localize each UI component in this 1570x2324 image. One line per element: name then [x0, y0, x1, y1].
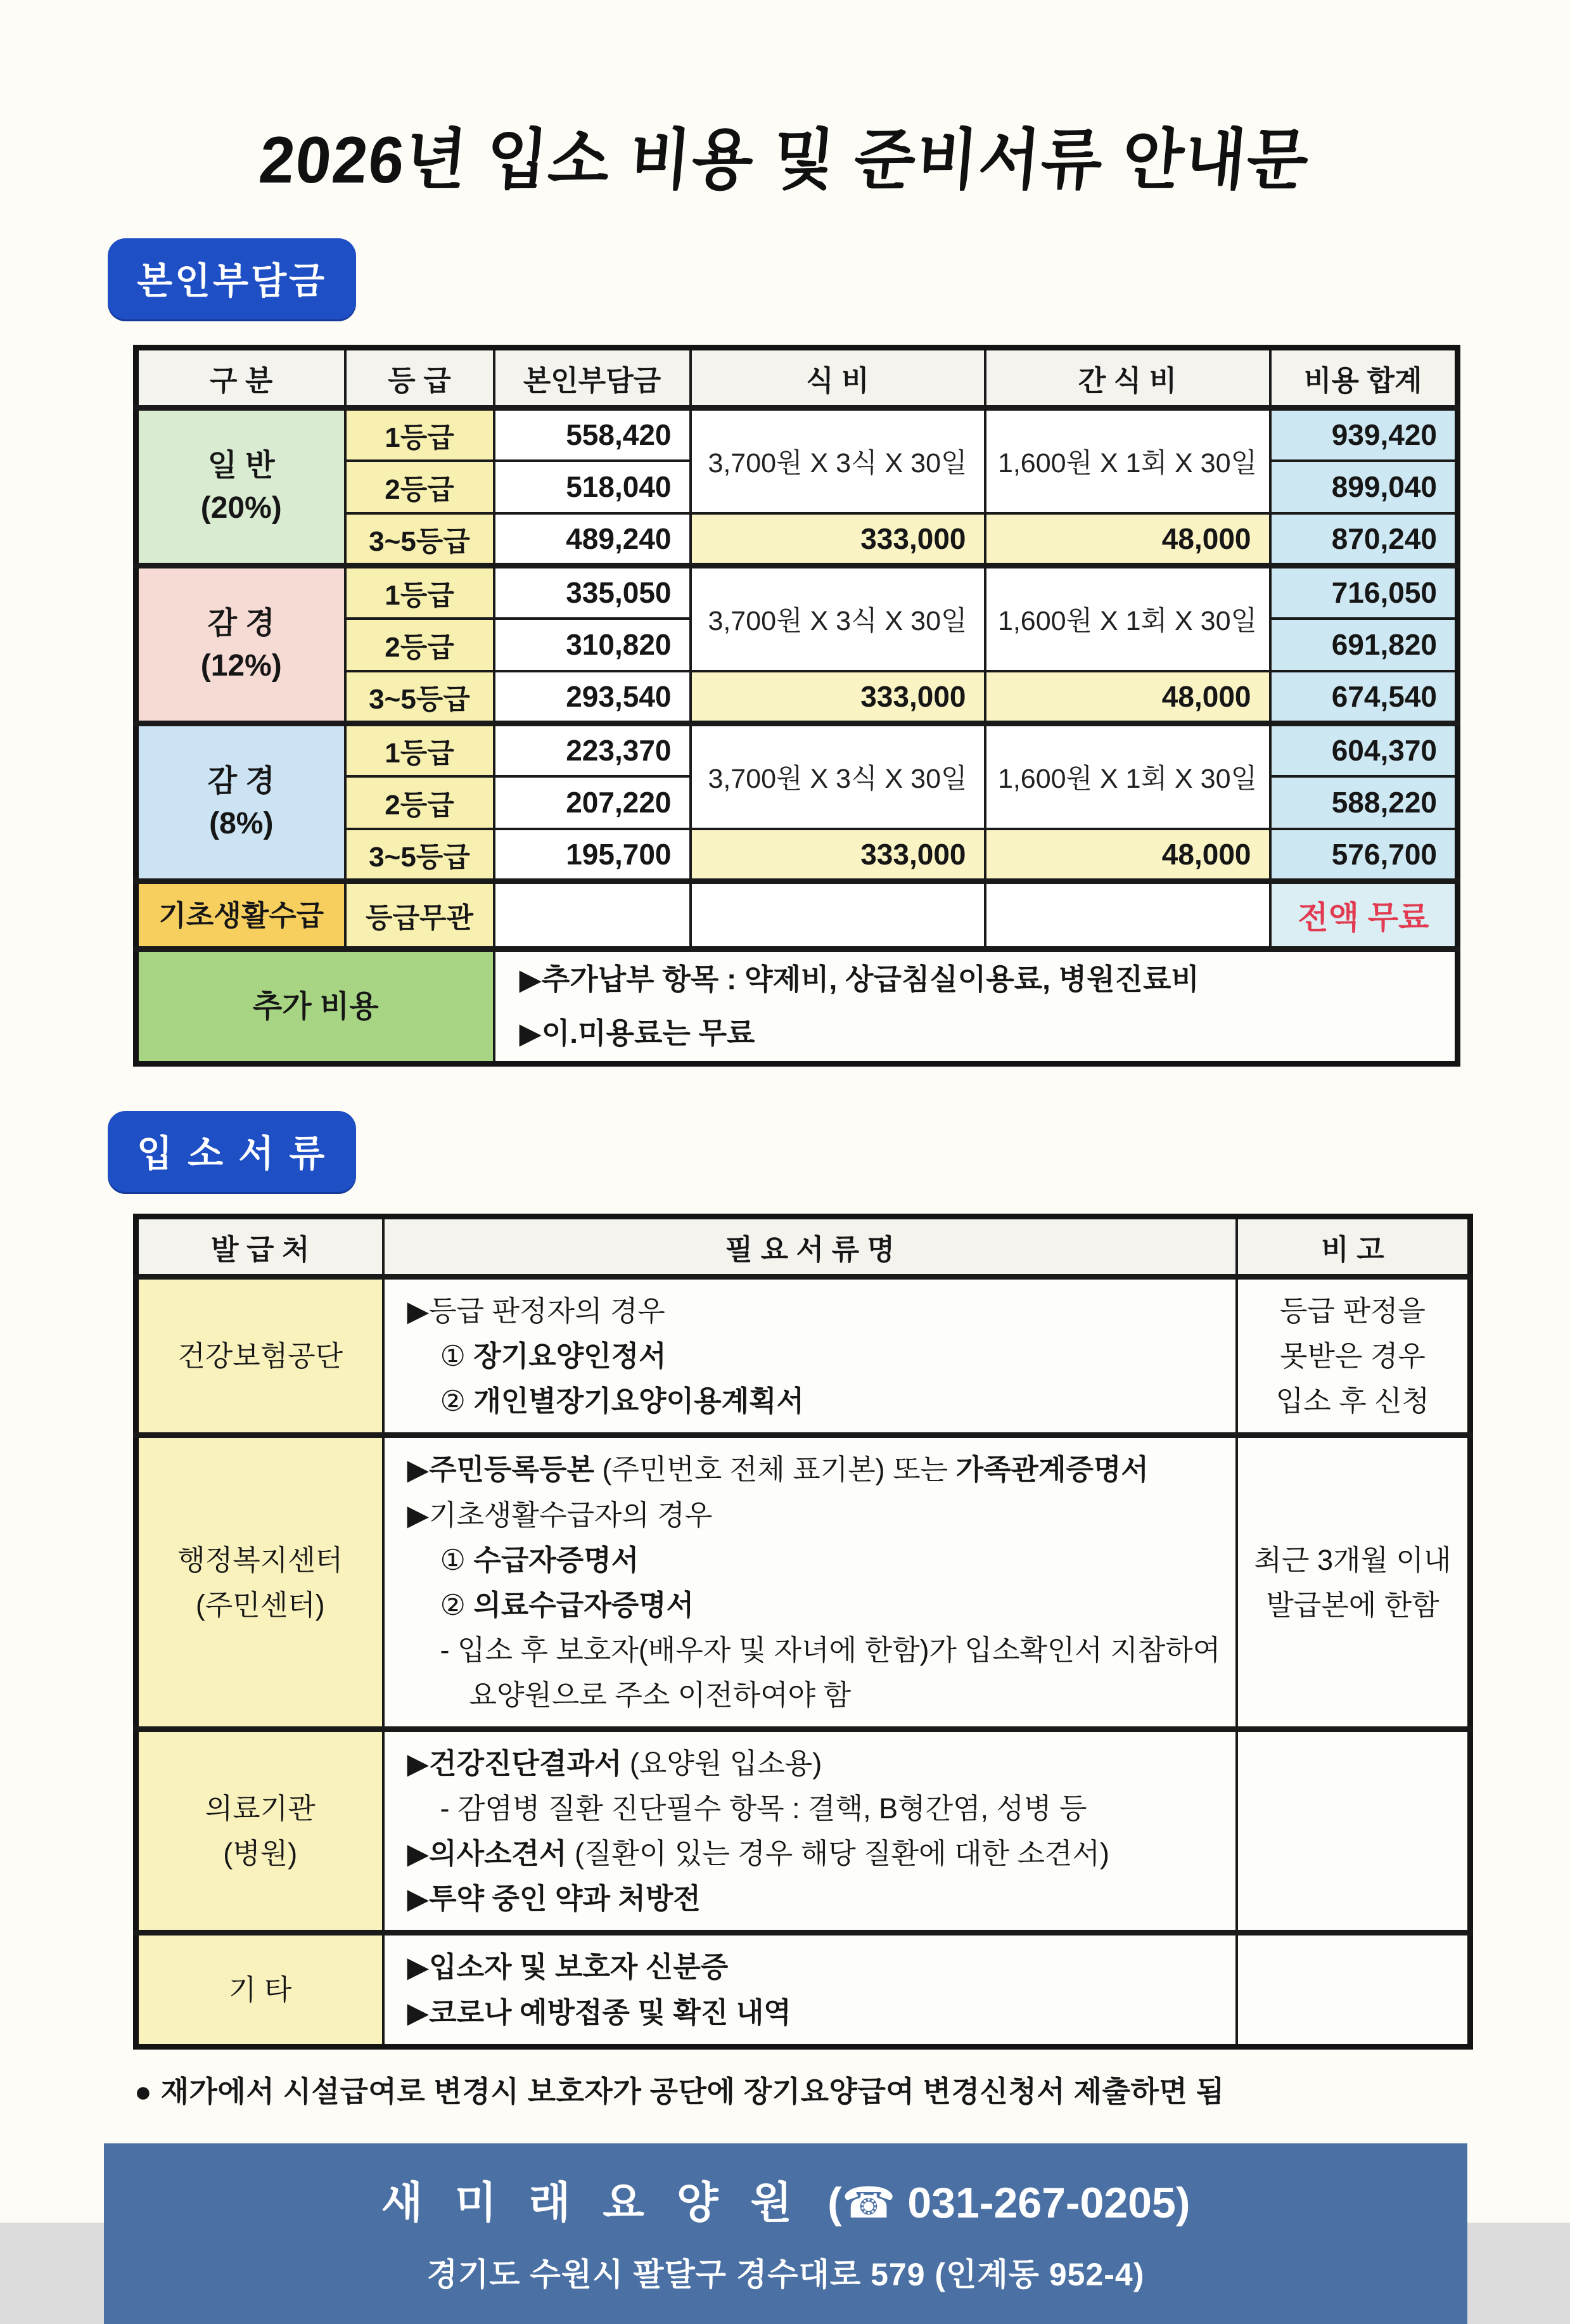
extra-note-line: ▶추가납부 항목 : 약제비, 상급침실이용료, 병원진료비 [519, 963, 1199, 996]
doc-line: 의료기관 [205, 1792, 316, 1825]
doc-line: 기 타 [229, 1973, 292, 2006]
copay-cell: 207,220 [494, 776, 691, 829]
footnote: ● 재가에서 시설급여로 변경시 보호자가 공단에 장기요양급여 변경신청서 제출하면 됨 [134, 2074, 1225, 2108]
snack-subtotal-cell: 48,000 [985, 513, 1270, 566]
grade-cell: 3~5등급 [345, 513, 494, 566]
note-cell [1237, 1730, 1470, 1933]
facility-name-line [104, 2169, 1467, 2230]
col-header-snack: 간 식 비 [985, 348, 1270, 408]
doc-line: ② 의료수급자증명서 [440, 1588, 694, 1621]
meal-subtotal-cell: 333,000 [691, 829, 985, 882]
total-cell: 716,050 [1270, 566, 1458, 619]
page-title: 2026년 입소 비용 및 준비서류 안내문 [256, 124, 1313, 197]
empty-cell [985, 882, 1270, 949]
col-header-note: 비 고 [1237, 1217, 1470, 1277]
extra-cost-row [136, 949, 1458, 1064]
snack-subtotal-cell: 48,000 [985, 671, 1270, 724]
doc-line: 못받은 경우 [1280, 1340, 1426, 1373]
note-cell [1237, 1277, 1470, 1435]
extra-label: 추가 비용 [136, 949, 494, 1064]
basic-grade: 등급무관 [345, 882, 494, 949]
doc-line: ▶건강진단결과서 (요양원 입소용) [407, 1747, 822, 1780]
docs-cell [383, 1933, 1237, 2046]
col-header-total: 비용 합계 [1270, 348, 1458, 408]
empty-cell [494, 882, 691, 949]
facility-address: 경기도 수원시 팔달구 경수대로 579 (인계동 952-4) [426, 2256, 1145, 2292]
total-cell: 870,240 [1270, 513, 1458, 566]
docs-row-etc [136, 1933, 1471, 2046]
docs-cell [383, 1435, 1237, 1730]
copay-cell: 293,540 [494, 671, 691, 724]
doc-line: ▶주민등록등본 (주민번호 전체 표기본) 또는 가족관계증명서 [407, 1453, 1149, 1486]
docs-cell [383, 1277, 1237, 1435]
issuer-cell [136, 1730, 383, 1933]
issuer-cell [136, 1435, 383, 1730]
copay-cell: 489,240 [494, 513, 691, 566]
doc-line: 건강보험공단 [177, 1340, 343, 1373]
snack-formula: 1,600원 X 1회 X 30일 [985, 724, 1270, 829]
col-header-copay: 본인부담금 [494, 348, 691, 408]
note-cell [1237, 1435, 1470, 1730]
doc-line: 최근 3개월 이내 [1254, 1543, 1452, 1576]
total-cell: 604,370 [1270, 724, 1458, 776]
copay-cost-table [133, 345, 1460, 1067]
meal-formula: 3,700원 X 3식 X 30일 [691, 566, 985, 671]
doc-line: (병원) [223, 1837, 298, 1870]
basic-livelihood-row [136, 882, 1458, 949]
doc-line: ▶등급 판정자의 경우 [407, 1295, 665, 1328]
copay-cell: 518,040 [494, 461, 691, 513]
col-header-docs: 필 요 서 류 명 [383, 1217, 1237, 1277]
doc-line: (주민센터) [195, 1588, 325, 1621]
group-rate: (8%) [209, 807, 274, 840]
note-cell [1237, 1933, 1470, 2046]
issuer-cell [136, 1933, 383, 2046]
total-cell: 588,220 [1270, 776, 1458, 829]
facility-name: 새 미 래 요 양 원 [381, 2178, 803, 2227]
docs-row-nhis [136, 1277, 1471, 1435]
cost-header-row [136, 348, 1458, 408]
copay-cell: 195,700 [494, 829, 691, 882]
group-rate: (20%) [200, 491, 282, 525]
doc-line: 등급 판정을 [1280, 1295, 1426, 1328]
free-of-charge-cell: 전액 무료 [1270, 882, 1458, 949]
grade-cell: 3~5등급 [345, 829, 494, 882]
extra-note-line: ▶이.미용료는 무료 [519, 1017, 755, 1050]
doc-line: ▶기초생활수급자의 경우 [407, 1498, 713, 1531]
meal-formula: 3,700원 X 3식 X 30일 [691, 724, 985, 829]
col-header-meal: 식 비 [691, 348, 985, 408]
group-label-general [136, 408, 345, 566]
group-label-reduced12 [136, 566, 345, 724]
facility-phone: (☎ 031-267-0205) [827, 2178, 1190, 2227]
docs-row-medical-institution [136, 1730, 1471, 1933]
snack-formula: 1,600원 X 1회 X 30일 [985, 566, 1270, 671]
doc-line: ▶투약 중인 약과 처방전 [407, 1882, 701, 1915]
meal-subtotal-cell: 333,000 [691, 513, 985, 566]
doc-line: 발급본에 한함 [1266, 1588, 1439, 1621]
section-badge-documents: 입 소 서 류 [108, 1111, 356, 1192]
grade-cell: 1등급 [345, 724, 494, 776]
doc-line: ▶코로나 예방접종 및 확진 내역 [407, 1996, 791, 2029]
grade-cell: 1등급 [345, 566, 494, 619]
copay-cell: 310,820 [494, 619, 691, 671]
cost-row [136, 724, 1458, 776]
copay-cell: 558,420 [494, 408, 691, 461]
total-cell: 899,040 [1270, 461, 1458, 513]
meal-formula: 3,700원 X 3식 X 30일 [691, 408, 985, 513]
group-name: 감 경 [207, 764, 275, 798]
doc-line: ▶의사소견서 (질환이 있는 경우 해당 질환에 대한 소견서) [407, 1837, 1109, 1870]
group-label-reduced8 [136, 724, 345, 882]
doc-line: ① 수급자증명서 [440, 1543, 639, 1576]
basic-label: 기초생활수급 [136, 882, 345, 949]
total-cell: 691,820 [1270, 619, 1458, 671]
copay-cell: 223,370 [494, 724, 691, 776]
admission-documents-table [133, 1214, 1473, 2049]
group-name: 감 경 [207, 606, 275, 640]
doc-line: 행정복지센터 [177, 1543, 343, 1576]
copay-cell: 335,050 [494, 566, 691, 619]
section-badge-copay: 본인부담금 [108, 238, 356, 319]
snack-subtotal-cell: 48,000 [985, 829, 1270, 882]
empty-cell [691, 882, 985, 949]
grade-cell: 1등급 [345, 408, 494, 461]
doc-line: ② 개인별장기요양이용계획서 [440, 1385, 805, 1418]
col-header-issuer: 발 급 처 [136, 1217, 383, 1277]
title-wrap [0, 0, 1570, 202]
doc-line: ① 장기요양인정서 [440, 1340, 667, 1373]
docs-cell [383, 1730, 1237, 1933]
doc-line: - 입소 후 보호자(배우자 및 자녀에 한함)가 입소확인서 지참하여 [440, 1633, 1221, 1666]
doc-line: 요양원으로 주소 이전하여야 함 [469, 1678, 852, 1711]
total-cell: 939,420 [1270, 408, 1458, 461]
issuer-cell [136, 1277, 383, 1435]
cost-row [136, 566, 1458, 619]
cost-row [136, 408, 1458, 461]
total-cell: 576,700 [1270, 829, 1458, 882]
grade-cell: 3~5등급 [345, 671, 494, 724]
grade-cell: 2등급 [345, 619, 494, 671]
doc-line: - 감염병 질환 진단필수 항목 : 결핵, B형간염, 성병 등 [440, 1792, 1087, 1825]
meal-subtotal-cell: 333,000 [691, 671, 985, 724]
group-rate: (12%) [200, 649, 282, 683]
total-cell: 674,540 [1270, 671, 1458, 724]
doc-line: ▶입소자 및 보호자 신분증 [407, 1951, 729, 1984]
footer-bar [104, 2143, 1467, 2324]
col-header-category: 구 분 [136, 348, 345, 408]
col-header-grade: 등 급 [345, 348, 494, 408]
docs-header-row [136, 1217, 1471, 1277]
grade-cell: 2등급 [345, 776, 494, 829]
group-name: 일 반 [207, 448, 275, 482]
docs-row-community-center [136, 1435, 1471, 1730]
extra-notes [494, 949, 1458, 1064]
snack-formula: 1,600원 X 1회 X 30일 [985, 408, 1270, 513]
doc-line: 입소 후 신청 [1275, 1385, 1430, 1418]
grade-cell: 2등급 [345, 461, 494, 513]
